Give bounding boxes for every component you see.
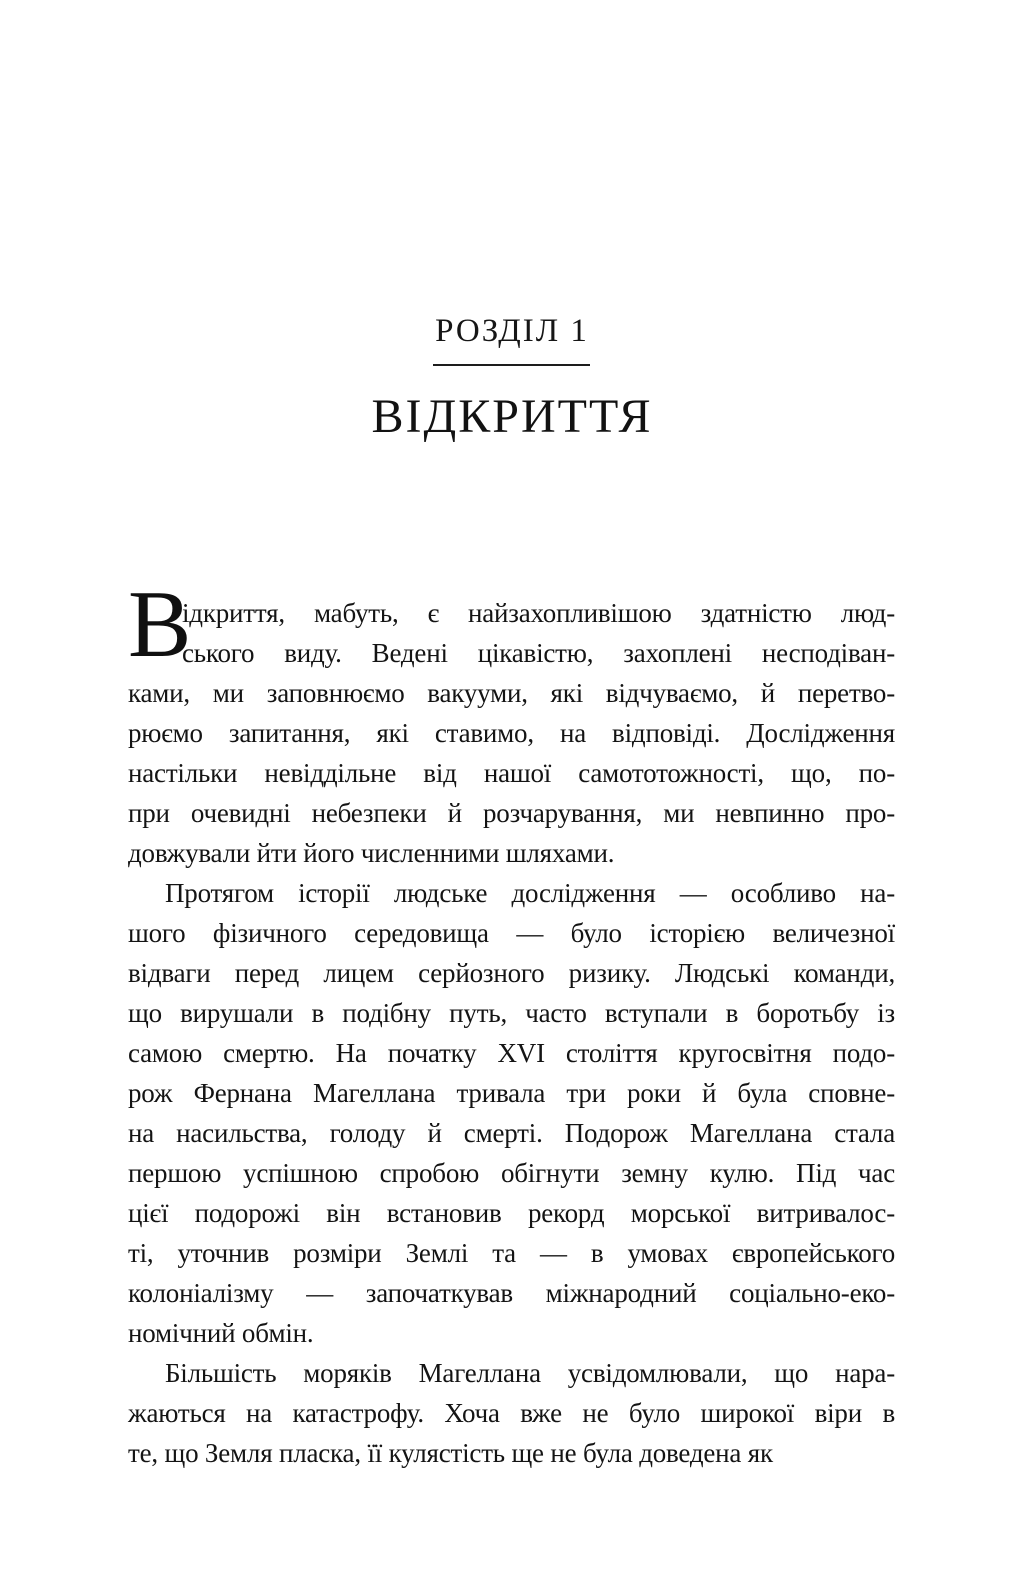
- text-line: при очевидні небезпеки й розчарування, ми невпинно про-: [128, 798, 895, 828]
- text-line: рож Фернана Магеллана тривала три роки й була сповне-: [128, 1078, 895, 1108]
- text-line: що вирушали в подібну путь, часто вступали в боротьбу із: [128, 998, 895, 1028]
- text-line: рюємо запитання, які ставимо, на відповіді. Дослідження: [128, 718, 895, 748]
- body-text: [128, 571, 895, 1473]
- dropcap-letter: В: [128, 571, 192, 677]
- text-line: Протягом історії людське дослідження — особливо на-: [165, 878, 895, 908]
- text-line: ками, ми заповнюємо вакууми, які відчуваємо, й перетво-: [128, 678, 895, 708]
- text-line: цієї подорожі він встановив рекорд морської витривалос-: [128, 1198, 895, 1228]
- text-line: настільки невіддільне від нашої самототожності, що, по-: [128, 758, 895, 788]
- text-line: ського виду. Ведені цікавістю, захоплені несподіван-: [182, 638, 895, 668]
- text-line: ідкриття, мабуть, є найзахопливішою здатністю люд-: [182, 598, 895, 628]
- chapter-label: РОЗДІЛ 1: [435, 313, 589, 349]
- paragraph: [128, 873, 895, 1353]
- text-line: самою смертю. На початку XVI століття кругосвітня подо-: [128, 1038, 895, 1068]
- text-line: першою успішною спробою обігнути земну кулю. Під час: [128, 1158, 895, 1188]
- text-line: Більшість моряків Магеллана усвідомлювали, що нара-: [165, 1358, 895, 1388]
- text-line: номічний обмін.: [128, 1318, 314, 1348]
- text-line: те, що Земля пласка, її кулястість ще не була доведена як: [128, 1438, 773, 1468]
- chapter-divider-rule: [433, 364, 590, 366]
- text-line: жаються на катастрофу. Хоча вже не було широкої віри в: [128, 1398, 895, 1428]
- text-line: на насильства, голоду й смерті. Подорож Магеллана стала: [128, 1118, 895, 1148]
- chapter-title: ВІДКРИТТЯ: [371, 390, 653, 443]
- text-line: ті, уточнив розміри Землі та — в умовах європейського: [128, 1238, 895, 1268]
- paragraph: [128, 571, 895, 873]
- text-line: відваги перед лицем серйозного ризику. Людські команди,: [128, 958, 895, 988]
- text-line: довжували йти його численними шляхами.: [128, 838, 615, 868]
- text-line: шого фізичного середовища — було історією величезної: [128, 918, 895, 948]
- text-line: колоніалізму — започаткував міжнародний соціально-еко-: [128, 1278, 895, 1308]
- paragraph: [128, 1353, 895, 1473]
